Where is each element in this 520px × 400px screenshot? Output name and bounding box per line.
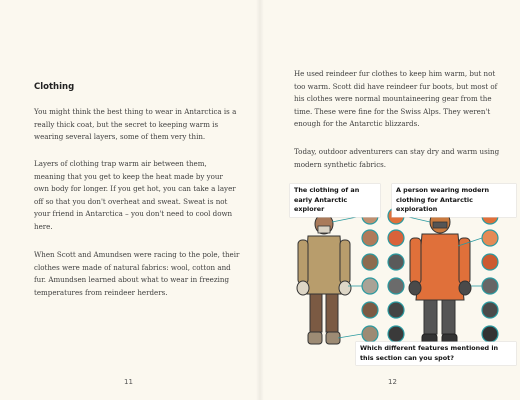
label-question: Which different features mentioned in this section can you spot?: [356, 342, 516, 365]
paragraph-trap-warm-air: Layers of clothing trap warm air between them, meaning that you get to keep the heat made by your own body for longer. If you get hot, you can take a layer off so that you don't overheat and sweat. Sweat is not your friend in Antarctica – you don't need to cool down here.: [34, 159, 236, 231]
paragraph-modern-fabrics: Today, outdoor adventurers can stay dry and warm using modern synthetic fabrics.: [294, 147, 500, 169]
paragraph-reindeer-fur: He used reindeer fur clothes to keep him warm, but not too warm. Scott did have reindeer fur boots, but most of his clothes were normal mountaineering gear from the time. These were fine for the Swiss Alps. They weren't enough for the Antarctic blizzards.: [294, 69, 498, 129]
paragraph-scott-amundsen: When Scott and Amundsen were racing to the pole, their clothes were made of natural fabrics: wool, cotton and fur. Amundsen learned about what to wear in freezing temperatures from reindeer herders.: [34, 250, 240, 297]
section-heading: Clothing: [34, 82, 75, 92]
label-modern-explorer: A person wearing modern clothing for Antarctic exploration: [392, 184, 516, 217]
early-explorer-figure: [297, 214, 351, 344]
page-number-right: 12: [388, 378, 397, 386]
page-number-left: 11: [124, 378, 133, 386]
paragraph-layers-intro: You might think the best thing to wear in Antarctica is a really thick coat, but the secret to keeping warm is wearing several layers, some of them very thin.: [34, 107, 237, 142]
modern-explorer-figure: [409, 211, 471, 346]
label-early-explorer: The clothing of an early Antarctic explorer: [290, 184, 380, 217]
early-detail-circles: [362, 208, 378, 342]
explorer-illustration: [290, 176, 516, 372]
right-page: [260, 0, 520, 400]
